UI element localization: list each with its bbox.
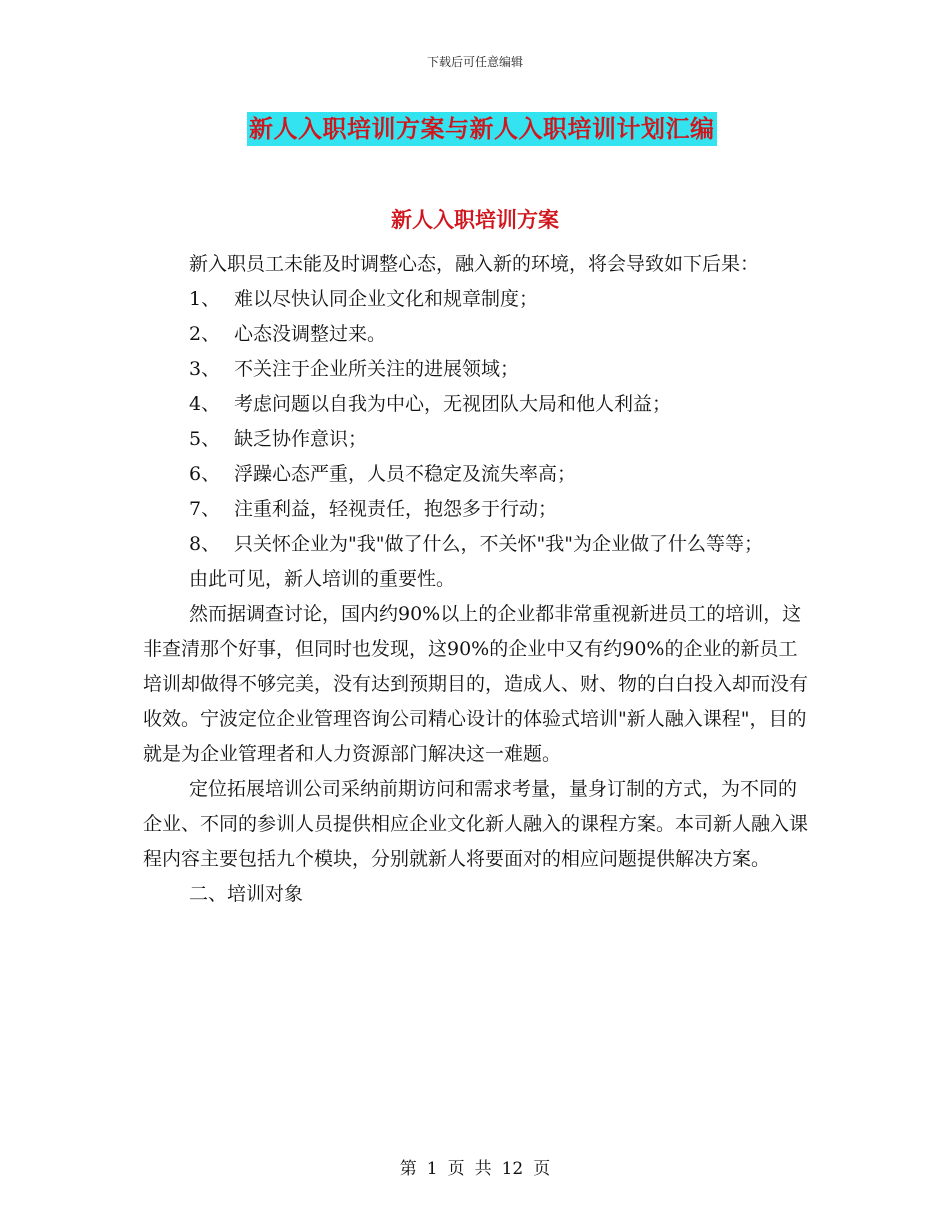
document-title: 新人入职培训方案与新人入职培训计划汇编 (247, 112, 717, 146)
list-item-text: 缺乏协作意识； (234, 428, 368, 450)
list-item-number: 6、 (189, 463, 221, 485)
list-item-number: 7、 (189, 498, 221, 520)
section-title: 新人入职培训方案 (391, 207, 559, 232)
list-item-text: 浮躁心态严重，人员不稳定及流失率高； (234, 463, 577, 485)
document-body (143, 247, 815, 912)
total-pages: 12 (501, 1159, 524, 1179)
list-item-number: 5、 (189, 428, 221, 450)
footer-label-ye2: 页 (533, 1159, 551, 1179)
list-item-text: 不关注于企业所关注的进展领域； (234, 358, 520, 380)
list-item-text: 只关怀企业为"我"做了什么，不关怀"我"为企业做了什么等等； (234, 533, 763, 555)
footer-label-ye: 页 (447, 1159, 465, 1179)
list-item (143, 352, 815, 387)
list-item (143, 457, 815, 492)
page-number: 1 (426, 1159, 438, 1179)
list-item-text: 注重利益，轻视责任，抱怨多于行动； (234, 498, 558, 520)
intro-paragraph: 新入职员工未能及时调整心态，融入新的环境，将会导致如下后果： (189, 253, 760, 275)
paragraph-importance: 由此可见，新人培训的重要性。 (189, 568, 456, 590)
list-item (143, 492, 815, 527)
page-footer (0, 1154, 950, 1179)
footer-label-total: 共 (474, 1159, 492, 1179)
list-item-number: 4、 (189, 393, 221, 415)
list-item (143, 527, 815, 562)
paragraph-survey: 然而据调查讨论，国内约90%以上的企业都非常重视新进员工的培训，这非查清那个好事，但同时也发现，这90%的企业中又有约90%的企业的新员工培训却做得不够完美，没有达到预期目的，造成人、财、物的白白投入却而没有收效。宁波定位企业管理咨询公司精心设计的体验式培训"新人融入课程"，目的就是为企业管理者和人力资源部门解决这一难题。 (143, 603, 809, 765)
list-item-text: 考虑问题以自我为中心，无视团队大局和他人利益； (234, 393, 672, 415)
header-note: 下载后可任意编辑 (426, 55, 523, 69)
footer-label-page: 第 (399, 1159, 417, 1179)
list-item (143, 317, 815, 352)
paragraph-approach: 定位拓展培训公司采纳前期访问和需求考量，量身订制的方式，为不同的企业、不同的参训人员提供相应企业文化新人融入的课程方案。本司新人融入课程内容主要包括九个模块，分别就新人将要面对的相应问题提供解决方案。 (143, 778, 809, 870)
list-item (143, 387, 815, 422)
list-item (143, 282, 815, 317)
list-item-number: 3、 (189, 358, 221, 380)
list-item-text: 难以尽快认同企业文化和规章制度； (234, 288, 539, 310)
list-item-text: 心态没调整过来。 (234, 323, 387, 345)
section-heading-training-target: 二、培训对象 (189, 883, 304, 905)
list-item-number: 2、 (189, 323, 221, 345)
list-item-number: 1、 (189, 288, 221, 310)
list-item (143, 422, 815, 457)
list-item-number: 8、 (189, 533, 221, 555)
